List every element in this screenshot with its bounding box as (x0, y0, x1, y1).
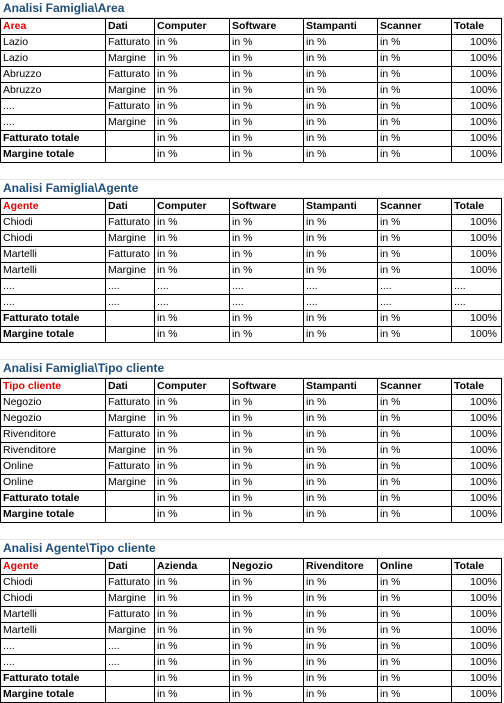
header-cell[interactable]: Rivenditore (304, 559, 378, 575)
cell[interactable]: in % (155, 427, 230, 443)
cell[interactable]: Fatturato (106, 575, 155, 591)
table-row (1, 459, 502, 475)
header-cell[interactable]: Agente (1, 199, 106, 215)
cell[interactable]: in % (230, 327, 304, 343)
header-cell[interactable]: Stampanti (304, 199, 378, 215)
cell[interactable]: in % (378, 99, 452, 115)
total-row (1, 131, 502, 147)
cell[interactable]: Margine totale (1, 507, 106, 523)
table-row (1, 607, 502, 623)
cell[interactable]: 100% (452, 311, 502, 327)
table-row (1, 115, 502, 131)
cell[interactable]: in % (304, 623, 378, 639)
header-cell[interactable]: Agente (1, 559, 106, 575)
cell[interactable]: in % (378, 427, 452, 443)
cell[interactable]: 100% (452, 459, 502, 475)
cell[interactable]: .... (106, 655, 155, 671)
cell[interactable]: Margine (106, 591, 155, 607)
cell[interactable]: in % (378, 35, 452, 51)
cell[interactable]: 100% (452, 35, 502, 51)
cell[interactable]: Online (1, 459, 106, 475)
cell[interactable]: in % (230, 131, 304, 147)
cell[interactable]: in % (304, 443, 378, 459)
cell[interactable]: Fatturato (106, 247, 155, 263)
cell[interactable]: in % (230, 247, 304, 263)
cell[interactable]: in % (304, 671, 378, 687)
cell[interactable]: 100% (452, 215, 502, 231)
cell[interactable]: in % (304, 575, 378, 591)
cell[interactable]: in % (230, 411, 304, 427)
cell[interactable]: in % (230, 67, 304, 83)
table-row (1, 655, 502, 671)
cell[interactable]: Abruzzo (1, 83, 106, 99)
header-row (1, 199, 502, 215)
cell[interactable]: .... (106, 639, 155, 655)
cell[interactable] (106, 507, 155, 523)
cell[interactable] (106, 671, 155, 687)
cell[interactable]: 100% (452, 231, 502, 247)
cell[interactable]: 100% (452, 623, 502, 639)
cell[interactable]: in % (230, 427, 304, 443)
cell[interactable]: 100% (452, 687, 502, 703)
cell[interactable]: in % (378, 115, 452, 131)
cell[interactable]: 100% (452, 427, 502, 443)
cell[interactable]: in % (155, 99, 230, 115)
cell[interactable] (106, 687, 155, 703)
cell[interactable]: in % (155, 671, 230, 687)
cell[interactable]: 100% (452, 115, 502, 131)
cell[interactable]: in % (378, 591, 452, 607)
cell[interactable]: 100% (452, 263, 502, 279)
table-row (1, 575, 502, 591)
cell[interactable]: in % (378, 475, 452, 491)
cell[interactable]: .... (230, 295, 304, 311)
cell[interactable]: in % (155, 327, 230, 343)
cell[interactable] (106, 131, 155, 147)
table-row (1, 427, 502, 443)
cell[interactable]: Margine (106, 51, 155, 67)
cell[interactable]: Margine (106, 83, 155, 99)
cell[interactable]: .... (230, 279, 304, 295)
cell[interactable]: in % (155, 411, 230, 427)
header-cell[interactable]: Stampanti (304, 19, 378, 35)
cell[interactable]: in % (155, 591, 230, 607)
total-row (1, 311, 502, 327)
cell[interactable]: Margine (106, 475, 155, 491)
cell[interactable]: in % (155, 639, 230, 655)
cell[interactable]: in % (230, 311, 304, 327)
total-row (1, 147, 502, 163)
total-row (1, 507, 502, 523)
cell[interactable]: Fatturato (106, 607, 155, 623)
cell[interactable]: in % (378, 459, 452, 475)
cell[interactable]: in % (378, 215, 452, 231)
table-row (1, 591, 502, 607)
cell[interactable]: 100% (452, 639, 502, 655)
empty-row (0, 343, 504, 360)
cell[interactable]: Margine (106, 263, 155, 279)
cell[interactable]: Margine (106, 623, 155, 639)
cell[interactable]: Margine totale (1, 147, 106, 163)
cell[interactable]: Margine (106, 231, 155, 247)
header-row (1, 379, 502, 395)
cell[interactable]: in % (230, 443, 304, 459)
cell[interactable]: in % (155, 491, 230, 507)
cell[interactable]: 100% (452, 491, 502, 507)
cell[interactable]: in % (304, 607, 378, 623)
cell[interactable] (106, 311, 155, 327)
cell[interactable]: in % (155, 51, 230, 67)
cell[interactable]: 100% (452, 575, 502, 591)
cell[interactable]: Negozio (1, 411, 106, 427)
header-cell[interactable]: Negozio (230, 559, 304, 575)
cell[interactable]: in % (378, 131, 452, 147)
cell[interactable]: 100% (452, 507, 502, 523)
cell[interactable]: Martelli (1, 623, 106, 639)
header-cell[interactable]: Computer (155, 19, 230, 35)
cell[interactable]: in % (230, 99, 304, 115)
section-title-famiglia-agente: Analisi Famiglia\Agente (0, 180, 504, 198)
cell[interactable]: in % (155, 131, 230, 147)
table-row (1, 411, 502, 427)
cell[interactable]: in % (378, 507, 452, 523)
cell[interactable]: in % (230, 35, 304, 51)
cell[interactable]: .... (106, 295, 155, 311)
cell[interactable]: in % (378, 247, 452, 263)
cell[interactable]: .... (452, 279, 502, 295)
table-row (1, 443, 502, 459)
cell[interactable]: in % (304, 395, 378, 411)
cell[interactable]: in % (230, 671, 304, 687)
header-cell[interactable]: Computer (155, 199, 230, 215)
cell[interactable]: in % (378, 623, 452, 639)
cell[interactable]: in % (378, 411, 452, 427)
cell[interactable]: 100% (452, 99, 502, 115)
section-title-famiglia-tipo-cliente: Analisi Famiglia\Tipo cliente (0, 360, 504, 378)
header-cell[interactable]: Azienda (155, 559, 230, 575)
cell[interactable]: in % (378, 575, 452, 591)
cell[interactable]: Chiodi (1, 575, 106, 591)
cell[interactable]: .... (304, 279, 378, 295)
table-row (1, 35, 502, 51)
cell[interactable]: in % (304, 131, 378, 147)
cell[interactable]: 100% (452, 131, 502, 147)
cell[interactable]: in % (230, 591, 304, 607)
cell[interactable]: 100% (452, 395, 502, 411)
cell[interactable]: .... (1, 115, 106, 131)
cell[interactable]: Margine (106, 115, 155, 131)
header-cell[interactable]: Software (230, 199, 304, 215)
table-row (1, 475, 502, 491)
cell[interactable]: in % (230, 231, 304, 247)
cell[interactable]: in % (304, 491, 378, 507)
cell[interactable]: in % (155, 231, 230, 247)
cell[interactable]: Margine (106, 411, 155, 427)
cell[interactable]: in % (378, 327, 452, 343)
cell[interactable]: in % (378, 395, 452, 411)
cell[interactable]: in % (230, 687, 304, 703)
cell[interactable]: Rivenditore (1, 427, 106, 443)
cell[interactable]: in % (304, 51, 378, 67)
cell[interactable]: .... (106, 279, 155, 295)
cell[interactable]: in % (304, 215, 378, 231)
cell[interactable]: in % (304, 147, 378, 163)
table-row (1, 231, 502, 247)
table-row (1, 215, 502, 231)
header-cell[interactable]: Totale (452, 19, 502, 35)
table-row (1, 279, 502, 295)
cell[interactable]: in % (230, 475, 304, 491)
cell[interactable]: in % (155, 247, 230, 263)
cell[interactable]: in % (304, 475, 378, 491)
table-row (1, 263, 502, 279)
table-famiglia-agente (0, 198, 502, 343)
cell[interactable]: Fatturato (106, 395, 155, 411)
total-row (1, 491, 502, 507)
cell[interactable]: in % (155, 475, 230, 491)
cell[interactable]: Fatturato (106, 67, 155, 83)
cell[interactable]: Fatturato totale (1, 131, 106, 147)
cell[interactable]: in % (304, 35, 378, 51)
table-row (1, 83, 502, 99)
cell[interactable]: in % (304, 427, 378, 443)
cell[interactable]: in % (230, 575, 304, 591)
cell[interactable]: in % (378, 607, 452, 623)
empty-row (0, 163, 504, 180)
cell[interactable]: in % (155, 215, 230, 231)
cell[interactable]: in % (155, 575, 230, 591)
table-row (1, 67, 502, 83)
cell[interactable]: in % (155, 395, 230, 411)
cell[interactable]: in % (378, 639, 452, 655)
cell[interactable]: 100% (452, 655, 502, 671)
cell[interactable]: in % (230, 639, 304, 655)
cell[interactable]: 100% (452, 411, 502, 427)
header-cell[interactable]: Totale (452, 199, 502, 215)
cell[interactable]: .... (304, 295, 378, 311)
cell[interactable]: in % (378, 83, 452, 99)
table-row (1, 295, 502, 311)
cell[interactable]: .... (452, 295, 502, 311)
cell[interactable]: in % (378, 51, 452, 67)
cell[interactable]: Fatturato totale (1, 491, 106, 507)
cell[interactable]: in % (155, 115, 230, 131)
cell[interactable]: 100% (452, 67, 502, 83)
cell[interactable]: Fatturato (106, 35, 155, 51)
cell[interactable]: .... (155, 295, 230, 311)
cell[interactable]: .... (378, 295, 452, 311)
cell[interactable]: Fatturato (106, 427, 155, 443)
header-cell[interactable]: Dati (106, 199, 155, 215)
cell[interactable]: in % (230, 623, 304, 639)
total-row (1, 671, 502, 687)
cell[interactable]: Martelli (1, 607, 106, 623)
header-cell[interactable]: Scanner (378, 19, 452, 35)
cell[interactable]: in % (304, 639, 378, 655)
cell[interactable]: in % (304, 115, 378, 131)
cell[interactable]: 100% (452, 327, 502, 343)
cell[interactable]: Fatturato (106, 459, 155, 475)
cell[interactable]: 100% (452, 443, 502, 459)
total-row (1, 327, 502, 343)
cell[interactable]: in % (304, 591, 378, 607)
cell[interactable]: Lazio (1, 35, 106, 51)
header-cell[interactable]: Totale (452, 379, 502, 395)
cell[interactable]: in % (304, 459, 378, 475)
cell[interactable]: in % (378, 231, 452, 247)
cell[interactable]: in % (378, 311, 452, 327)
cell[interactable]: .... (155, 279, 230, 295)
cell[interactable]: in % (155, 35, 230, 51)
cell[interactable]: in % (230, 395, 304, 411)
header-cell[interactable]: Online (378, 559, 452, 575)
header-cell[interactable]: Scanner (378, 199, 452, 215)
cell[interactable]: in % (378, 687, 452, 703)
cell[interactable]: in % (304, 411, 378, 427)
header-cell[interactable]: Software (230, 379, 304, 395)
header-cell[interactable]: Dati (106, 379, 155, 395)
table-famiglia-area (0, 18, 502, 163)
cell[interactable]: in % (230, 607, 304, 623)
cell[interactable]: Margine (106, 443, 155, 459)
cell[interactable]: Fatturato (106, 99, 155, 115)
table-row (1, 395, 502, 411)
cell[interactable]: in % (155, 263, 230, 279)
cell[interactable]: .... (1, 295, 106, 311)
cell[interactable]: Margine totale (1, 327, 106, 343)
cell[interactable]: in % (230, 147, 304, 163)
header-cell[interactable]: Area (1, 19, 106, 35)
cell[interactable]: in % (230, 215, 304, 231)
cell[interactable]: in % (304, 67, 378, 83)
cell[interactable]: in % (378, 263, 452, 279)
cell[interactable]: in % (155, 607, 230, 623)
cell[interactable]: Online (1, 475, 106, 491)
cell[interactable]: 100% (452, 147, 502, 163)
cell[interactable]: Martelli (1, 247, 106, 263)
header-cell[interactable]: Dati (106, 559, 155, 575)
header-cell[interactable]: Software (230, 19, 304, 35)
header-cell[interactable]: Scanner (378, 379, 452, 395)
total-row (1, 687, 502, 703)
cell[interactable]: in % (230, 491, 304, 507)
cell[interactable]: 100% (452, 475, 502, 491)
cell[interactable]: in % (304, 99, 378, 115)
cell[interactable]: in % (378, 443, 452, 459)
cell[interactable]: Chiodi (1, 215, 106, 231)
cell[interactable]: in % (155, 655, 230, 671)
cell[interactable]: in % (304, 507, 378, 523)
cell[interactable]: in % (155, 623, 230, 639)
cell[interactable]: Chiodi (1, 591, 106, 607)
cell[interactable]: Chiodi (1, 231, 106, 247)
empty-row (0, 523, 504, 540)
cell[interactable]: in % (304, 231, 378, 247)
cell[interactable]: Fatturato totale (1, 671, 106, 687)
cell[interactable]: 100% (452, 591, 502, 607)
cell[interactable]: in % (378, 491, 452, 507)
table-row (1, 639, 502, 655)
cell[interactable]: Fatturato totale (1, 311, 106, 327)
cell[interactable]: in % (230, 83, 304, 99)
table-row (1, 99, 502, 115)
table-row (1, 247, 502, 263)
cell[interactable]: in % (304, 263, 378, 279)
cell[interactable]: in % (304, 247, 378, 263)
cell[interactable]: Negozio (1, 395, 106, 411)
section-title-famiglia-area: Analisi Famiglia\Area (0, 0, 504, 18)
cell[interactable] (106, 327, 155, 343)
table-agente-tipo-cliente (0, 558, 502, 703)
cell[interactable]: 100% (452, 51, 502, 67)
cell[interactable]: .... (1, 655, 106, 671)
cell[interactable] (106, 491, 155, 507)
header-row (1, 559, 502, 575)
cell[interactable]: in % (155, 67, 230, 83)
cell[interactable]: Margine totale (1, 687, 106, 703)
cell[interactable]: in % (378, 671, 452, 687)
cell[interactable]: 100% (452, 83, 502, 99)
cell[interactable]: in % (230, 263, 304, 279)
cell[interactable] (106, 147, 155, 163)
cell[interactable]: Martelli (1, 263, 106, 279)
cell[interactable]: .... (378, 279, 452, 295)
cell[interactable]: .... (1, 279, 106, 295)
cell[interactable]: in % (230, 507, 304, 523)
header-cell[interactable]: Computer (155, 379, 230, 395)
header-row (1, 19, 502, 35)
header-cell[interactable]: Dati (106, 19, 155, 35)
cell[interactable]: in % (304, 83, 378, 99)
cell[interactable]: 100% (452, 247, 502, 263)
cell[interactable]: .... (1, 639, 106, 655)
cell[interactable]: 100% (452, 671, 502, 687)
cell[interactable]: in % (155, 311, 230, 327)
cell[interactable]: in % (304, 687, 378, 703)
cell[interactable]: Rivenditore (1, 443, 106, 459)
cell[interactable]: in % (378, 67, 452, 83)
header-cell[interactable]: Tipo cliente (1, 379, 106, 395)
cell[interactable]: in % (378, 655, 452, 671)
cell[interactable]: in % (155, 83, 230, 99)
header-cell[interactable]: Totale (452, 559, 502, 575)
cell[interactable]: in % (304, 311, 378, 327)
table-row (1, 51, 502, 67)
cell[interactable]: in % (155, 507, 230, 523)
section-title-agente-tipo-cliente: Analisi Agente\Tipo cliente (0, 540, 504, 558)
table-row (1, 623, 502, 639)
cell[interactable]: in % (230, 655, 304, 671)
cell[interactable]: in % (230, 459, 304, 475)
cell[interactable]: Fatturato (106, 215, 155, 231)
cell[interactable]: in % (304, 327, 378, 343)
cell[interactable]: in % (230, 51, 304, 67)
cell[interactable]: in % (155, 147, 230, 163)
cell[interactable]: Abruzzo (1, 67, 106, 83)
cell[interactable]: .... (1, 99, 106, 115)
header-cell[interactable]: Stampanti (304, 379, 378, 395)
cell[interactable]: in % (155, 459, 230, 475)
cell[interactable]: in % (230, 115, 304, 131)
cell[interactable]: 100% (452, 607, 502, 623)
cell[interactable]: Lazio (1, 51, 106, 67)
table-famiglia-tipo-cliente (0, 378, 502, 523)
cell[interactable]: in % (155, 443, 230, 459)
cell[interactable]: in % (304, 655, 378, 671)
cell[interactable]: in % (155, 687, 230, 703)
cell[interactable]: in % (378, 147, 452, 163)
